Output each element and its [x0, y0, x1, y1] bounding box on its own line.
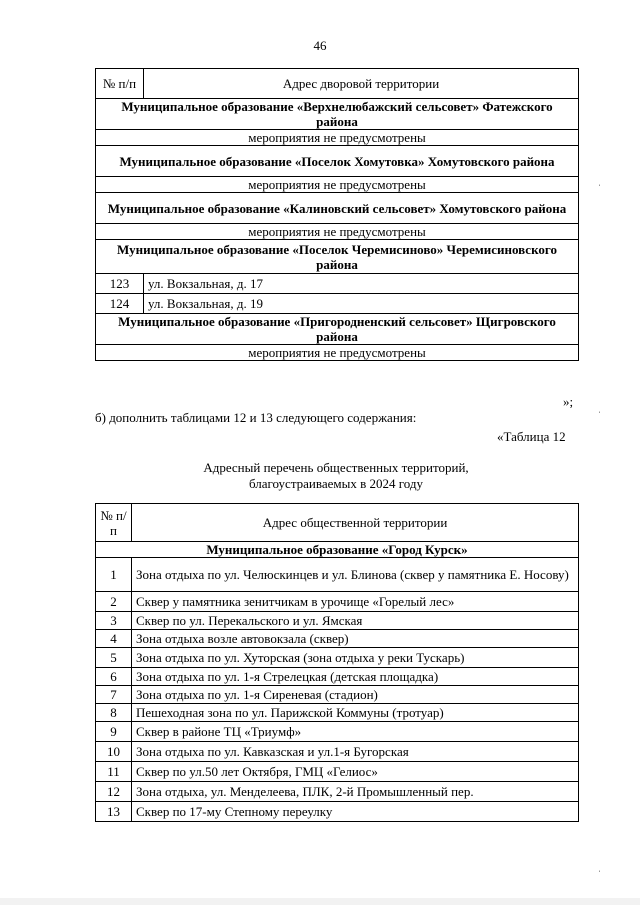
section-row [96, 99, 579, 130]
row-address: Сквер по ул. Перекальского и ул. Ямская [132, 612, 579, 630]
row-number: 7 [96, 686, 132, 704]
section-row [96, 146, 579, 177]
row-address: ул. Вокзальная, д. 17 [144, 274, 579, 294]
row-number: 5 [96, 648, 132, 668]
section-row [96, 542, 579, 558]
table-row [96, 762, 579, 782]
table-row [96, 558, 579, 592]
row-number: 9 [96, 722, 132, 742]
row-address: Пешеходная зона по ул. Парижской Коммуны (тротуар) [132, 704, 579, 722]
row-address: Зона отдыха по ул. 1-я Сиреневая (стадион) [132, 686, 579, 704]
table-row [96, 686, 579, 704]
header-number: № п/п [96, 504, 132, 542]
header-address: Адрес дворовой территории [144, 69, 579, 99]
table-header-row [96, 504, 579, 542]
row-address: Зона отдыха возле автовокзала (сквер) [132, 630, 579, 648]
note-text: мероприятия не предусмотрены [96, 224, 579, 240]
note-row [96, 224, 579, 240]
note-row [96, 177, 579, 193]
row-number: 2 [96, 592, 132, 612]
note-text: мероприятия не предусмотрены [96, 345, 579, 361]
note-row [96, 345, 579, 361]
scan-mark: ˌ [598, 403, 601, 413]
public-territories-table [95, 503, 579, 822]
scan-mark: ˌ [598, 176, 601, 186]
scan-mark: ˌ [598, 862, 601, 872]
section-row [96, 240, 579, 274]
row-address: Сквер в районе ТЦ «Триумф» [132, 722, 579, 742]
row-number: 11 [96, 762, 132, 782]
section-title: Муниципальное образование «Верхнелюбажский сельсовет» Фатежского района [96, 99, 579, 130]
section-title-line2: благоустраиваемых в 2024 году [248, 476, 423, 491]
table-row [96, 704, 579, 722]
note-text: мероприятия не предусмотрены [96, 130, 579, 146]
row-number: 124 [96, 294, 144, 314]
section-title: Муниципальное образование «Город Курск» [96, 542, 579, 558]
row-number: 10 [96, 742, 132, 762]
table-row [96, 648, 579, 668]
page-number: 46 [313, 38, 327, 53]
row-number: 123 [96, 274, 144, 294]
row-number: 12 [96, 782, 132, 802]
table-row [96, 274, 579, 294]
row-number: 8 [96, 704, 132, 722]
row-address: Зона отдыха, ул. Менделеева, ПЛК, 2-й Промышленный пер. [132, 782, 579, 802]
row-number: 1 [96, 558, 132, 592]
section-row [96, 193, 579, 224]
scan-bottom-edge [0, 898, 640, 905]
table-row [96, 592, 579, 612]
row-address: Сквер по 17-му Степному переулку [132, 802, 579, 822]
table-row [96, 294, 579, 314]
note-text: мероприятия не предусмотрены [96, 177, 579, 193]
row-address: Сквер по ул.50 лет Октября, ГМЦ «Гелиос» [132, 762, 579, 782]
amendment-text: б) дополнить таблицами 12 и 13 следующего содержания: [95, 410, 417, 425]
table-row [96, 782, 579, 802]
section-title: Муниципальное образование «Поселок Черемисиново» Черемисиновского района [96, 240, 579, 274]
row-number: 3 [96, 612, 132, 630]
section-title-line1: Адресный перечень общественных территорий, [203, 460, 469, 475]
row-number: 6 [96, 668, 132, 686]
table-row [96, 742, 579, 762]
row-address: Сквер у памятника зенитчикам в урочище «Горелый лес» [132, 592, 579, 612]
section-title: Муниципальное образование «Пригородненский сельсовет» Щигровского района [96, 314, 579, 345]
table-row [96, 722, 579, 742]
section-row [96, 314, 579, 345]
row-number: 13 [96, 802, 132, 822]
row-number: 4 [96, 630, 132, 648]
note-row [96, 130, 579, 146]
table-header-row [96, 69, 579, 99]
row-address: ул. Вокзальная, д. 19 [144, 294, 579, 314]
section-title: Муниципальное образование «Поселок Хомутовка» Хомутовского района [96, 146, 579, 177]
row-address: Зона отдыха по ул. Кавказская и ул.1-я Бугорская [132, 742, 579, 762]
header-number: № п/п [96, 69, 144, 99]
row-address: Зона отдыха по ул. Хуторская (зона отдыха у реки Тускарь) [132, 648, 579, 668]
table-row [96, 630, 579, 648]
header-address: Адрес общественной территории [132, 504, 579, 542]
section-title: Муниципальное образование «Калиновский сельсовет» Хомутовского района [96, 193, 579, 224]
closing-quote: »; [563, 394, 574, 409]
courtyard-territories-table [95, 68, 579, 361]
row-address: Зона отдыха по ул. 1-я Стрелецкая (детская площадка) [132, 668, 579, 686]
table-label: «Таблица 12 [497, 429, 566, 444]
table-row [96, 802, 579, 822]
table-row [96, 612, 579, 630]
row-address: Зона отдыха по ул. Челюскинцев и ул. Блинова (сквер у памятника Е. Носову) [132, 558, 579, 592]
table-row [96, 668, 579, 686]
